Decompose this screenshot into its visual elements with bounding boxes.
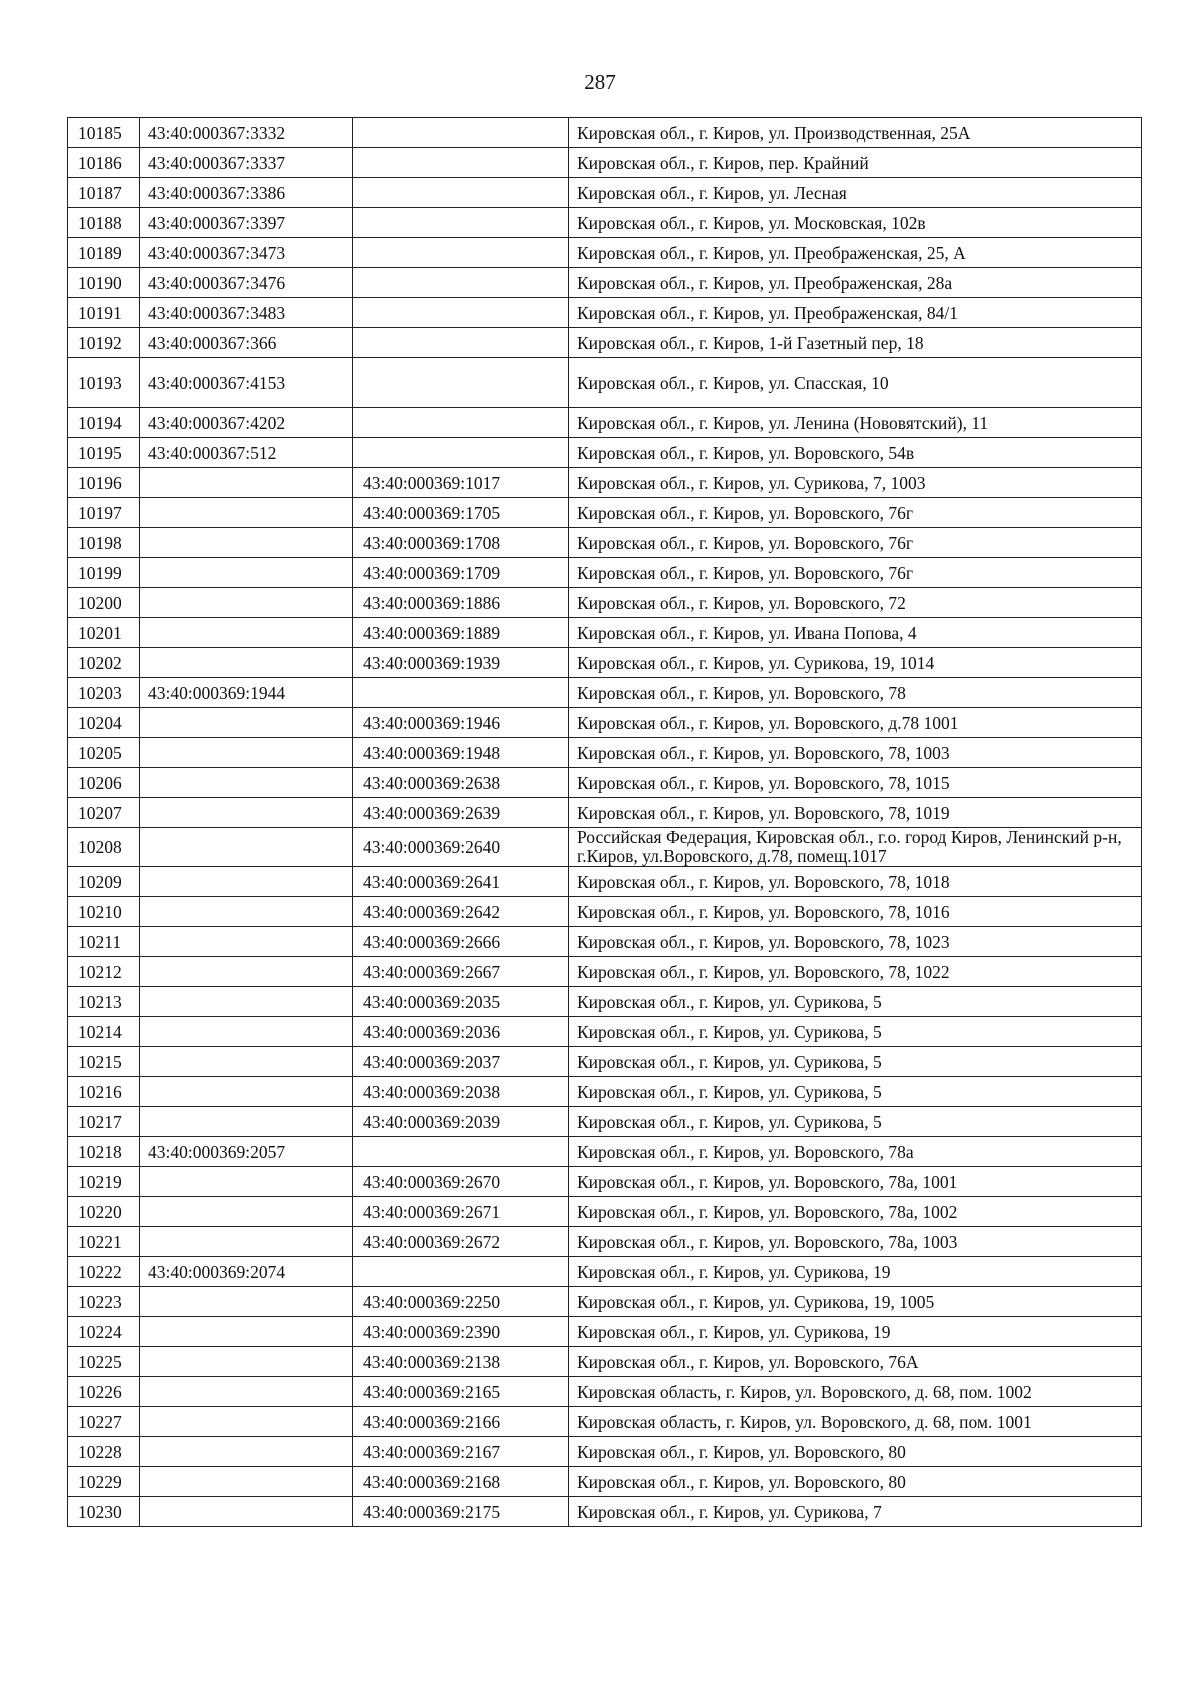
address-cell: Кировская обл., г. Киров, ул. Спасская, 10 xyxy=(569,358,1142,408)
cadastral-number-cell xyxy=(140,1167,353,1197)
cadastral-number-secondary-cell: 43:40:000369:2638 xyxy=(353,768,569,798)
table-row xyxy=(68,957,1142,987)
address-cell: Кировская обл., г. Киров, ул. Воровского, 78а, 1002 xyxy=(569,1197,1142,1227)
cadastral-number-cell xyxy=(140,1437,353,1467)
table-row xyxy=(68,238,1142,268)
address-cell: Кировская обл., г. Киров, ул. Воровского, 78, 1022 xyxy=(569,957,1142,987)
cadastral-number-secondary-cell: 43:40:000369:2667 xyxy=(353,957,569,987)
table-row xyxy=(68,1377,1142,1407)
table-row xyxy=(68,1107,1142,1137)
row-number-cell: 10223 xyxy=(68,1287,140,1317)
cadastral-number-cell xyxy=(140,867,353,897)
table-row xyxy=(68,558,1142,588)
row-number-cell: 10194 xyxy=(68,408,140,438)
cadastral-number-cell xyxy=(140,1197,353,1227)
row-number-cell: 10207 xyxy=(68,798,140,828)
cadastral-number-cell: 43:40:000367:3386 xyxy=(140,178,353,208)
address-cell: Кировская обл., г. Киров, ул. Сурикова, 5 xyxy=(569,987,1142,1017)
address-cell: Кировская обл., г. Киров, ул. Сурикова, 19, 1014 xyxy=(569,648,1142,678)
address-cell: Кировская обл., г. Киров, ул. Воровского, 80 xyxy=(569,1467,1142,1497)
cadastral-number-cell xyxy=(140,1317,353,1347)
cadastral-number-cell xyxy=(140,588,353,618)
cadastral-number-cell: 43:40:000367:3397 xyxy=(140,208,353,238)
address-cell: Кировская обл., г. Киров, ул. Воровского, 78, 1016 xyxy=(569,897,1142,927)
table-row xyxy=(68,897,1142,927)
cadastral-number-cell xyxy=(140,468,353,498)
row-number-cell: 10219 xyxy=(68,1167,140,1197)
cadastral-number-secondary-cell: 43:40:000369:1886 xyxy=(353,588,569,618)
cadastral-number-cell xyxy=(140,1227,353,1257)
cadastral-number-cell: 43:40:000367:512 xyxy=(140,438,353,468)
cadastral-number-cell: 43:40:000367:4153 xyxy=(140,358,353,408)
row-number-cell: 10190 xyxy=(68,268,140,298)
table-row xyxy=(68,1347,1142,1377)
cadastral-number-secondary-cell: 43:40:000369:1705 xyxy=(353,498,569,528)
address-cell: Кировская обл., г. Киров, ул. Воровского, 54в xyxy=(569,438,1142,468)
cadastral-number-cell xyxy=(140,957,353,987)
cadastral-number-cell xyxy=(140,498,353,528)
row-number-cell: 10225 xyxy=(68,1347,140,1377)
row-number-cell: 10198 xyxy=(68,528,140,558)
row-number-cell: 10221 xyxy=(68,1227,140,1257)
address-cell: Кировская обл., г. Киров, ул. Сурикова, 7 xyxy=(569,1497,1142,1527)
row-number-cell: 10220 xyxy=(68,1197,140,1227)
row-number-cell: 10213 xyxy=(68,987,140,1017)
address-cell: Кировская обл., г. Киров, ул. Преображенская, 28а xyxy=(569,268,1142,298)
table-row xyxy=(68,1407,1142,1437)
cadastral-number-cell: 43:40:000367:3337 xyxy=(140,148,353,178)
address-cell: Кировская обл., г. Киров, ул. Преображенская, 84/1 xyxy=(569,298,1142,328)
row-number-cell: 10217 xyxy=(68,1107,140,1137)
cadastral-number-cell xyxy=(140,1077,353,1107)
address-cell: Кировская обл., г. Киров, ул. Производственная, 25А xyxy=(569,118,1142,148)
cadastral-number-cell xyxy=(140,618,353,648)
address-cell: Кировская обл., г. Киров, ул. Воровского, 78, 1019 xyxy=(569,798,1142,828)
row-number-cell: 10224 xyxy=(68,1317,140,1347)
cadastral-number-secondary-cell: 43:40:000369:1946 xyxy=(353,708,569,738)
table-row xyxy=(68,148,1142,178)
row-number-cell: 10218 xyxy=(68,1137,140,1167)
cadastral-number-cell xyxy=(140,1467,353,1497)
row-number-cell: 10193 xyxy=(68,358,140,408)
cadastral-number-secondary-cell: 43:40:000369:2167 xyxy=(353,1437,569,1467)
address-cell: Кировская обл., г. Киров, 1-й Газетный пер, 18 xyxy=(569,328,1142,358)
table-row xyxy=(68,1077,1142,1107)
address-cell: Кировская обл., г. Киров, ул. Воровского, 78, 1015 xyxy=(569,768,1142,798)
row-number-cell: 10187 xyxy=(68,178,140,208)
cadastral-number-secondary-cell: 43:40:000369:2642 xyxy=(353,897,569,927)
address-cell: Кировская обл., г. Киров, ул. Воровского, 78, 1018 xyxy=(569,867,1142,897)
table-row xyxy=(68,358,1142,408)
table-row xyxy=(68,738,1142,768)
row-number-cell: 10229 xyxy=(68,1467,140,1497)
address-cell: Кировская обл., г. Киров, ул. Воровского, 78, 1003 xyxy=(569,738,1142,768)
address-cell: Кировская область, г. Киров, ул. Воровского, д. 68, пом. 1002 xyxy=(569,1377,1142,1407)
cadastral-number-cell xyxy=(140,1017,353,1047)
cadastral-number-secondary-cell: 43:40:000369:2165 xyxy=(353,1377,569,1407)
cadastral-number-cell: 43:40:000369:2074 xyxy=(140,1257,353,1287)
row-number-cell: 10191 xyxy=(68,298,140,328)
address-cell: Кировская обл., г. Киров, ул. Сурикова, 5 xyxy=(569,1047,1142,1077)
row-number-cell: 10212 xyxy=(68,957,140,987)
page-number: 287 xyxy=(584,70,616,94)
cadastral-number-secondary-cell xyxy=(353,238,569,268)
table-row xyxy=(68,528,1142,558)
table-row xyxy=(68,328,1142,358)
row-number-cell: 10200 xyxy=(68,588,140,618)
table-row xyxy=(68,1167,1142,1197)
table-row xyxy=(68,1467,1142,1497)
row-number-cell: 10230 xyxy=(68,1497,140,1527)
address-cell: Кировская обл., г. Киров, ул. Сурикова, 5 xyxy=(569,1107,1142,1137)
table-row xyxy=(68,648,1142,678)
table-row xyxy=(68,178,1142,208)
cadastral-number-cell xyxy=(140,798,353,828)
cadastral-number-cell: 43:40:000367:366 xyxy=(140,328,353,358)
address-cell: Кировская область, г. Киров, ул. Воровского, д. 68, пом. 1001 xyxy=(569,1407,1142,1437)
cadastral-number-secondary-cell: 43:40:000369:2039 xyxy=(353,1107,569,1137)
table-row xyxy=(68,208,1142,238)
row-number-cell: 10227 xyxy=(68,1407,140,1437)
cadastral-number-secondary-cell xyxy=(353,1257,569,1287)
cadastral-number-cell xyxy=(140,1407,353,1437)
registry-table xyxy=(67,117,1142,1527)
row-number-cell: 10226 xyxy=(68,1377,140,1407)
cadastral-number-secondary-cell: 43:40:000369:2666 xyxy=(353,927,569,957)
row-number-cell: 10192 xyxy=(68,328,140,358)
cadastral-number-cell xyxy=(140,1287,353,1317)
table-row xyxy=(68,828,1142,867)
cadastral-number-secondary-cell xyxy=(353,148,569,178)
row-number-cell: 10188 xyxy=(68,208,140,238)
cadastral-number-cell xyxy=(140,927,353,957)
address-cell: Кировская обл., г. Киров, ул. Воровского, 76А xyxy=(569,1347,1142,1377)
cadastral-number-cell: 43:40:000367:3483 xyxy=(140,298,353,328)
table-row xyxy=(68,1317,1142,1347)
row-number-cell: 10185 xyxy=(68,118,140,148)
table-row xyxy=(68,708,1142,738)
cadastral-number-secondary-cell xyxy=(353,328,569,358)
row-number-cell: 10206 xyxy=(68,768,140,798)
cadastral-number-secondary-cell: 43:40:000369:2035 xyxy=(353,987,569,1017)
row-number-cell: 10214 xyxy=(68,1017,140,1047)
address-cell: Кировская обл., г. Киров, ул. Ивана Попова, 4 xyxy=(569,618,1142,648)
address-cell: Кировская обл., г. Киров, ул. Воровского, д.78 1001 xyxy=(569,708,1142,738)
address-cell: Кировская обл., г. Киров, ул. Воровского, 80 xyxy=(569,1437,1142,1467)
cadastral-number-cell xyxy=(140,1347,353,1377)
cadastral-number-secondary-cell: 43:40:000369:2138 xyxy=(353,1347,569,1377)
cadastral-number-secondary-cell xyxy=(353,358,569,408)
cadastral-number-secondary-cell: 43:40:000369:2038 xyxy=(353,1077,569,1107)
cadastral-number-cell: 43:40:000369:1944 xyxy=(140,678,353,708)
cadastral-number-secondary-cell xyxy=(353,208,569,238)
cadastral-number-secondary-cell: 43:40:000369:1939 xyxy=(353,648,569,678)
cadastral-number-cell xyxy=(140,708,353,738)
cadastral-number-cell xyxy=(140,558,353,588)
cadastral-number-secondary-cell: 43:40:000369:2639 xyxy=(353,798,569,828)
address-cell: Кировская обл., г. Киров, ул. Сурикова, 19 xyxy=(569,1257,1142,1287)
cadastral-number-secondary-cell: 43:40:000369:1709 xyxy=(353,558,569,588)
row-number-cell: 10196 xyxy=(68,468,140,498)
cadastral-number-cell xyxy=(140,987,353,1017)
row-number-cell: 10195 xyxy=(68,438,140,468)
cadastral-number-cell xyxy=(140,1047,353,1077)
address-cell: Кировская обл., г. Киров, ул. Воровского, 76г xyxy=(569,528,1142,558)
row-number-cell: 10199 xyxy=(68,558,140,588)
address-cell: Российская Федерация, Кировская обл., г.о. город Киров, Ленинский р-н, г.Киров, ул.Воровского, д.78, помещ.1017 xyxy=(569,828,1142,867)
table-row xyxy=(68,438,1142,468)
table-row xyxy=(68,498,1142,528)
cadastral-number-cell xyxy=(140,738,353,768)
address-cell: Кировская обл., г. Киров, ул. Сурикова, 7, 1003 xyxy=(569,468,1142,498)
cadastral-number-secondary-cell: 43:40:000369:1708 xyxy=(353,528,569,558)
address-cell: Кировская обл., г. Киров, ул. Воровского, 78а, 1001 xyxy=(569,1167,1142,1197)
table-row xyxy=(68,468,1142,498)
table-row xyxy=(68,1017,1142,1047)
table-row xyxy=(68,298,1142,328)
registry-table-body xyxy=(68,118,1142,1527)
address-cell: Кировская обл., г. Киров, ул. Воровского, 78, 1023 xyxy=(569,927,1142,957)
cadastral-number-secondary-cell: 43:40:000369:1889 xyxy=(353,618,569,648)
cadastral-number-secondary-cell xyxy=(353,118,569,148)
table-row xyxy=(68,1137,1142,1167)
row-number-cell: 10201 xyxy=(68,618,140,648)
table-row xyxy=(68,1257,1142,1287)
table-row xyxy=(68,1287,1142,1317)
table-row xyxy=(68,678,1142,708)
cadastral-number-cell: 43:40:000369:2057 xyxy=(140,1137,353,1167)
row-number-cell: 10211 xyxy=(68,927,140,957)
table-row xyxy=(68,408,1142,438)
address-cell: Кировская обл., г. Киров, ул. Сурикова, 19, 1005 xyxy=(569,1287,1142,1317)
row-number-cell: 10216 xyxy=(68,1077,140,1107)
address-cell: Кировская обл., г. Киров, ул. Воровского, 78а, 1003 xyxy=(569,1227,1142,1257)
cadastral-number-cell xyxy=(140,828,353,867)
table-row xyxy=(68,588,1142,618)
row-number-cell: 10209 xyxy=(68,867,140,897)
cadastral-number-secondary-cell: 43:40:000369:2036 xyxy=(353,1017,569,1047)
address-cell: Кировская обл., г. Киров, ул. Воровского, 72 xyxy=(569,588,1142,618)
address-cell: Кировская обл., г. Киров, ул. Воровского, 76г xyxy=(569,558,1142,588)
table-row xyxy=(68,618,1142,648)
address-cell: Кировская обл., г. Киров, ул. Сурикова, 19 xyxy=(569,1317,1142,1347)
row-number-cell: 10208 xyxy=(68,828,140,867)
table-row xyxy=(68,268,1142,298)
table-row xyxy=(68,1437,1142,1467)
cadastral-number-secondary-cell xyxy=(353,298,569,328)
row-number-cell: 10186 xyxy=(68,148,140,178)
table-row xyxy=(68,867,1142,897)
address-cell: Кировская обл., г. Киров, ул. Сурикова, 5 xyxy=(569,1017,1142,1047)
cadastral-number-secondary-cell: 43:40:000369:2640 xyxy=(353,828,569,867)
cadastral-number-cell xyxy=(140,897,353,927)
cadastral-number-secondary-cell: 43:40:000369:2641 xyxy=(353,867,569,897)
row-number-cell: 10210 xyxy=(68,897,140,927)
row-number-cell: 10215 xyxy=(68,1047,140,1077)
cadastral-number-cell xyxy=(140,1377,353,1407)
cadastral-number-secondary-cell xyxy=(353,678,569,708)
cadastral-number-cell xyxy=(140,1497,353,1527)
row-number-cell: 10203 xyxy=(68,678,140,708)
cadastral-number-secondary-cell xyxy=(353,268,569,298)
table-row xyxy=(68,1047,1142,1077)
row-number-cell: 10197 xyxy=(68,498,140,528)
row-number-cell: 10205 xyxy=(68,738,140,768)
cadastral-number-secondary-cell: 43:40:000369:2166 xyxy=(353,1407,569,1437)
cadastral-number-secondary-cell xyxy=(353,408,569,438)
row-number-cell: 10228 xyxy=(68,1437,140,1467)
address-cell: Кировская обл., г. Киров, ул. Воровского, 76г xyxy=(569,498,1142,528)
address-cell: Кировская обл., г. Киров, пер. Крайний xyxy=(569,148,1142,178)
table-row xyxy=(68,927,1142,957)
cadastral-number-cell xyxy=(140,528,353,558)
table-row xyxy=(68,768,1142,798)
cadastral-number-secondary-cell: 43:40:000369:1948 xyxy=(353,738,569,768)
cadastral-number-secondary-cell xyxy=(353,178,569,208)
cadastral-number-cell: 43:40:000367:4202 xyxy=(140,408,353,438)
table-row xyxy=(68,798,1142,828)
address-cell: Кировская обл., г. Киров, ул. Воровского, 78 xyxy=(569,678,1142,708)
cadastral-number-secondary-cell: 43:40:000369:2168 xyxy=(353,1467,569,1497)
cadastral-number-secondary-cell: 43:40:000369:2672 xyxy=(353,1227,569,1257)
table-row xyxy=(68,1497,1142,1527)
cadastral-number-cell: 43:40:000367:3473 xyxy=(140,238,353,268)
cadastral-number-secondary-cell: 43:40:000369:2671 xyxy=(353,1197,569,1227)
address-cell: Кировская обл., г. Киров, ул. Лесная xyxy=(569,178,1142,208)
address-cell: Кировская обл., г. Киров, ул. Воровского, 78а xyxy=(569,1137,1142,1167)
address-cell: Кировская обл., г. Киров, ул. Ленина (Нововятский), 11 xyxy=(569,408,1142,438)
address-cell: Кировская обл., г. Киров, ул. Московская, 102в xyxy=(569,208,1142,238)
cadastral-number-secondary-cell: 43:40:000369:1017 xyxy=(353,468,569,498)
table-row xyxy=(68,1227,1142,1257)
table-row xyxy=(68,1197,1142,1227)
row-number-cell: 10202 xyxy=(68,648,140,678)
row-number-cell: 10222 xyxy=(68,1257,140,1287)
cadastral-number-secondary-cell xyxy=(353,1137,569,1167)
cadastral-number-secondary-cell: 43:40:000369:2390 xyxy=(353,1317,569,1347)
row-number-cell: 10204 xyxy=(68,708,140,738)
cadastral-number-cell xyxy=(140,1107,353,1137)
cadastral-number-cell xyxy=(140,768,353,798)
cadastral-number-secondary-cell: 43:40:000369:2250 xyxy=(353,1287,569,1317)
address-cell: Кировская обл., г. Киров, ул. Преображенская, 25, А xyxy=(569,238,1142,268)
table-row xyxy=(68,987,1142,1017)
row-number-cell: 10189 xyxy=(68,238,140,268)
address-cell: Кировская обл., г. Киров, ул. Сурикова, 5 xyxy=(569,1077,1142,1107)
table-row xyxy=(68,118,1142,148)
cadastral-number-secondary-cell xyxy=(353,438,569,468)
cadastral-number-secondary-cell: 43:40:000369:2670 xyxy=(353,1167,569,1197)
cadastral-number-cell: 43:40:000367:3476 xyxy=(140,268,353,298)
cadastral-number-cell: 43:40:000367:3332 xyxy=(140,118,353,148)
cadastral-number-secondary-cell: 43:40:000369:2037 xyxy=(353,1047,569,1077)
cadastral-number-cell xyxy=(140,648,353,678)
cadastral-number-secondary-cell: 43:40:000369:2175 xyxy=(353,1497,569,1527)
